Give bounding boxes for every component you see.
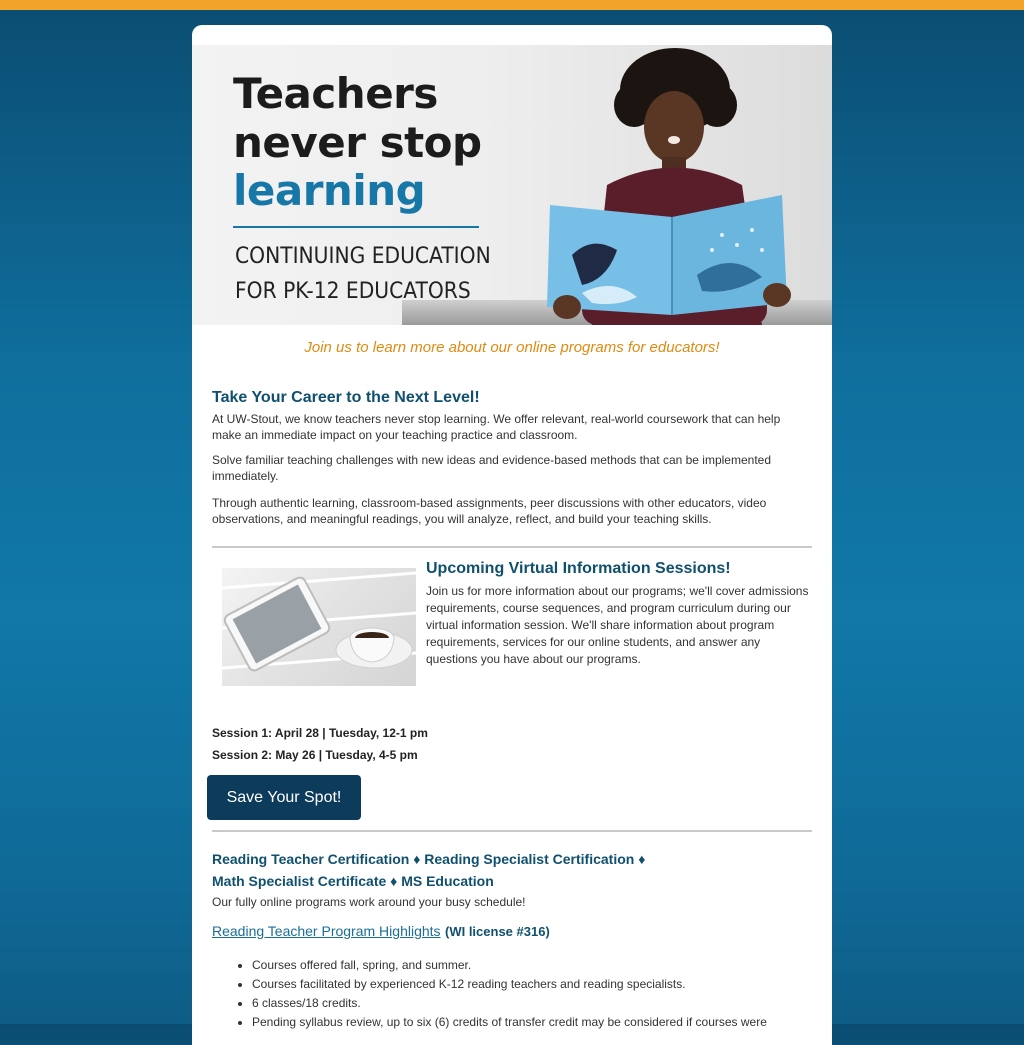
program-highlights-list (232, 956, 812, 1032)
divider (212, 546, 812, 548)
hero-title-line3: learning (233, 166, 426, 215)
sessions-description: Join us for more information about our programs; we'll cover admissions requirements, course sequences, and program curriculum during our virtual information session. We'll share information about program requirements, services for our online students, and answer any questions you have about our programs. (426, 584, 809, 666)
career-paragraph-3: Through authentic learning, classroom-based assignments, peer discussions with other educators, video observations, and meaningful readings, you will analyze, reflect, and build your teaching skills. (212, 496, 767, 526)
hero-divider (233, 226, 479, 228)
session-1-info: Session 1: April 28 | Tuesday, 12-1 pm (212, 726, 428, 740)
email-card (192, 25, 832, 1045)
career-heading: Take Your Career to the Next Level! (212, 389, 480, 406)
hero-subtitle-line1: CONTINUING EDUCATION (235, 244, 491, 269)
list-item: • 6 classes/18 credits. (252, 994, 812, 1013)
save-your-spot-button[interactable]: Save Your Spot! (207, 775, 361, 820)
program-highlights-row (212, 923, 550, 941)
session-2-info: Session 2: May 26 | Tuesday, 4-5 pm (212, 748, 418, 762)
sessions-heading: Upcoming Virtual Information Sessions! (426, 560, 731, 577)
tagline: Join us to learn more about our online programs for educators! (304, 339, 720, 356)
tablet-coffee-image (222, 568, 416, 686)
reading-teacher-highlights-link[interactable]: Reading Teacher Program Highlights (212, 923, 441, 939)
license-number: (WI license #316) (445, 924, 550, 939)
divider (212, 830, 812, 832)
teacher-reading-image (522, 45, 832, 325)
programs-list-line1: Reading Teacher Certification ♦ Reading Specialist Certification ♦ (212, 851, 646, 867)
hero-banner (192, 45, 832, 325)
top-accent-bar (0, 0, 1024, 10)
career-paragraph-1: At UW-Stout, we know teachers never stop learning. We offer relevant, real-world coursework that can help make an immediate impact on your teaching practice and classroom. (212, 412, 781, 442)
hero-subtitle-line2: FOR PK-12 EDUCATORS (235, 279, 471, 304)
programs-list-line2: Math Specialist Certificate ♦ MS Education (212, 873, 494, 889)
schedule-note: Our fully online programs work around your busy schedule! (212, 895, 526, 909)
list-item: • Courses facilitated by experienced K-12 reading teachers and reading specialists. (252, 975, 812, 994)
career-paragraph-2: Solve familiar teaching challenges with new ideas and evidence-based methods that can be implemented immediately. (212, 453, 772, 483)
hero-title-line2: never stop (233, 118, 482, 167)
list-item: • Courses offered fall, spring, and summer. (252, 956, 812, 975)
list-item: • Pending syllabus review, up to six (6) credits of transfer credit may be considered if courses were (252, 1013, 812, 1032)
hero-title-line1: Teachers (233, 69, 438, 118)
